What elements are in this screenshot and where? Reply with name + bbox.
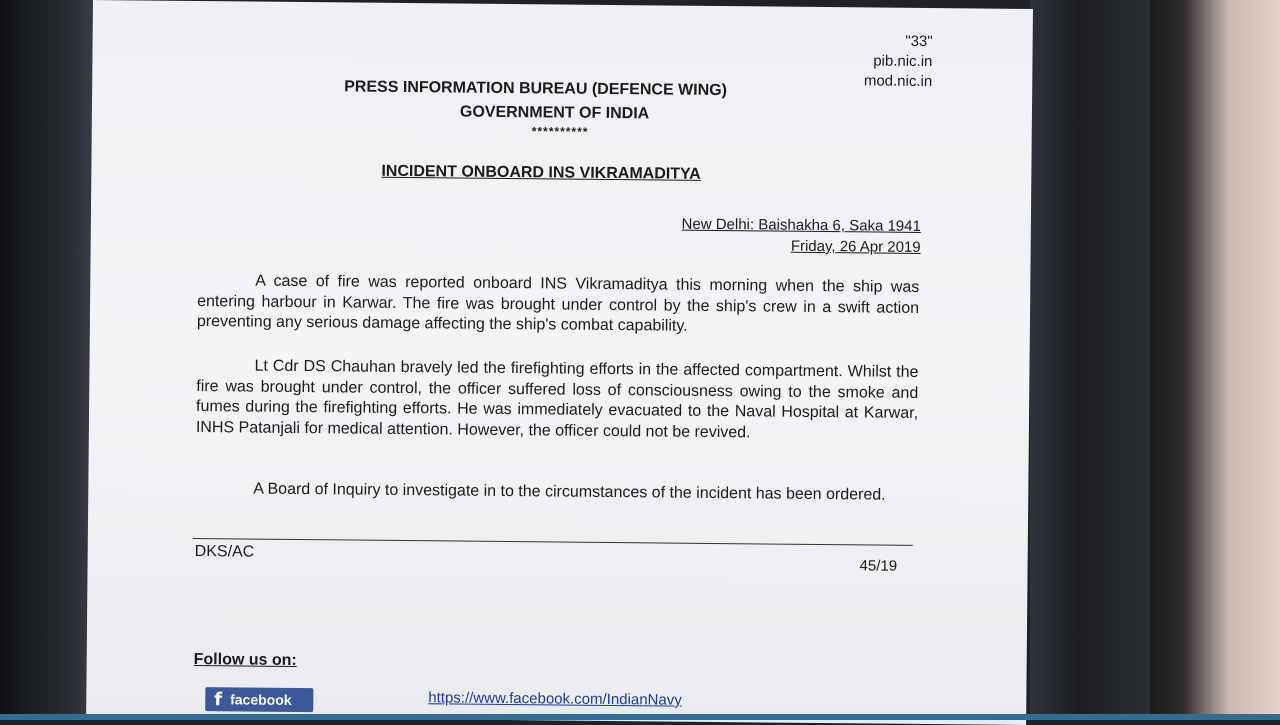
monitor-frame-right [1030, 0, 1150, 720]
background-wall [1150, 0, 1280, 720]
facebook-icon: f [214, 688, 223, 710]
header-separator: ********** [531, 124, 589, 139]
monitor-bezel-left [0, 0, 95, 720]
paragraph-fire-report: A case of fire was reported onboard INS Vikramaditya this morning when the ship was entering harbour in Karwar. The fire was brought under control by the ship's crew in a swift action preventing any serious damage affecting the ship's combat capability. [196, 272, 920, 335]
facebook-button-label: facebook [230, 691, 292, 708]
footer-number: 45/19 [859, 557, 898, 575]
reference-number: "33" [905, 32, 933, 51]
dateline-gregorian: Friday, 26 Apr 2019 [790, 237, 921, 256]
footer-initials: DKS/AC [194, 543, 255, 561]
pib-site: pib.nic.in [873, 52, 933, 71]
paragraph-inquiry: A Board of Inquiry to investigate in to the circumstances of the incident has been ordered. [253, 480, 886, 504]
facebook-button[interactable] [205, 687, 313, 712]
mod-site: mod.nic.in [863, 72, 933, 91]
header-government: GOVERNMENT OF INDIA [459, 103, 650, 123]
follow-us-label: Follow us on: [193, 650, 297, 669]
reference-block [864, 31, 933, 92]
footer-divider [193, 538, 913, 546]
page-title: INCIDENT ONBOARD INS VIKRAMADITYA [381, 162, 701, 183]
press-release-page [86, 0, 1033, 725]
facebook-link[interactable]: https://www.facebook.com/IndianNavy [428, 689, 682, 709]
taskbar-strip [0, 714, 1280, 720]
dateline-saka: New Delhi: Baishakha 6, Saka 1941 [681, 215, 921, 235]
paragraph-officer: Lt Cdr DS Chauhan bravely led the firefighting efforts in the affected compartment. Whilst the fire was brought under control, the officer suffered loss of consciousness owing to the smoke and fumes during the firefighting efforts. He was immediately evacuated to the Naval Hospital at Karwar, INHS Patanjali for medical attention. However, the officer could not be revived. [195, 357, 919, 441]
header-bureau: PRESS INFORMATION BUREAU (DEFENCE WING) [344, 78, 728, 100]
